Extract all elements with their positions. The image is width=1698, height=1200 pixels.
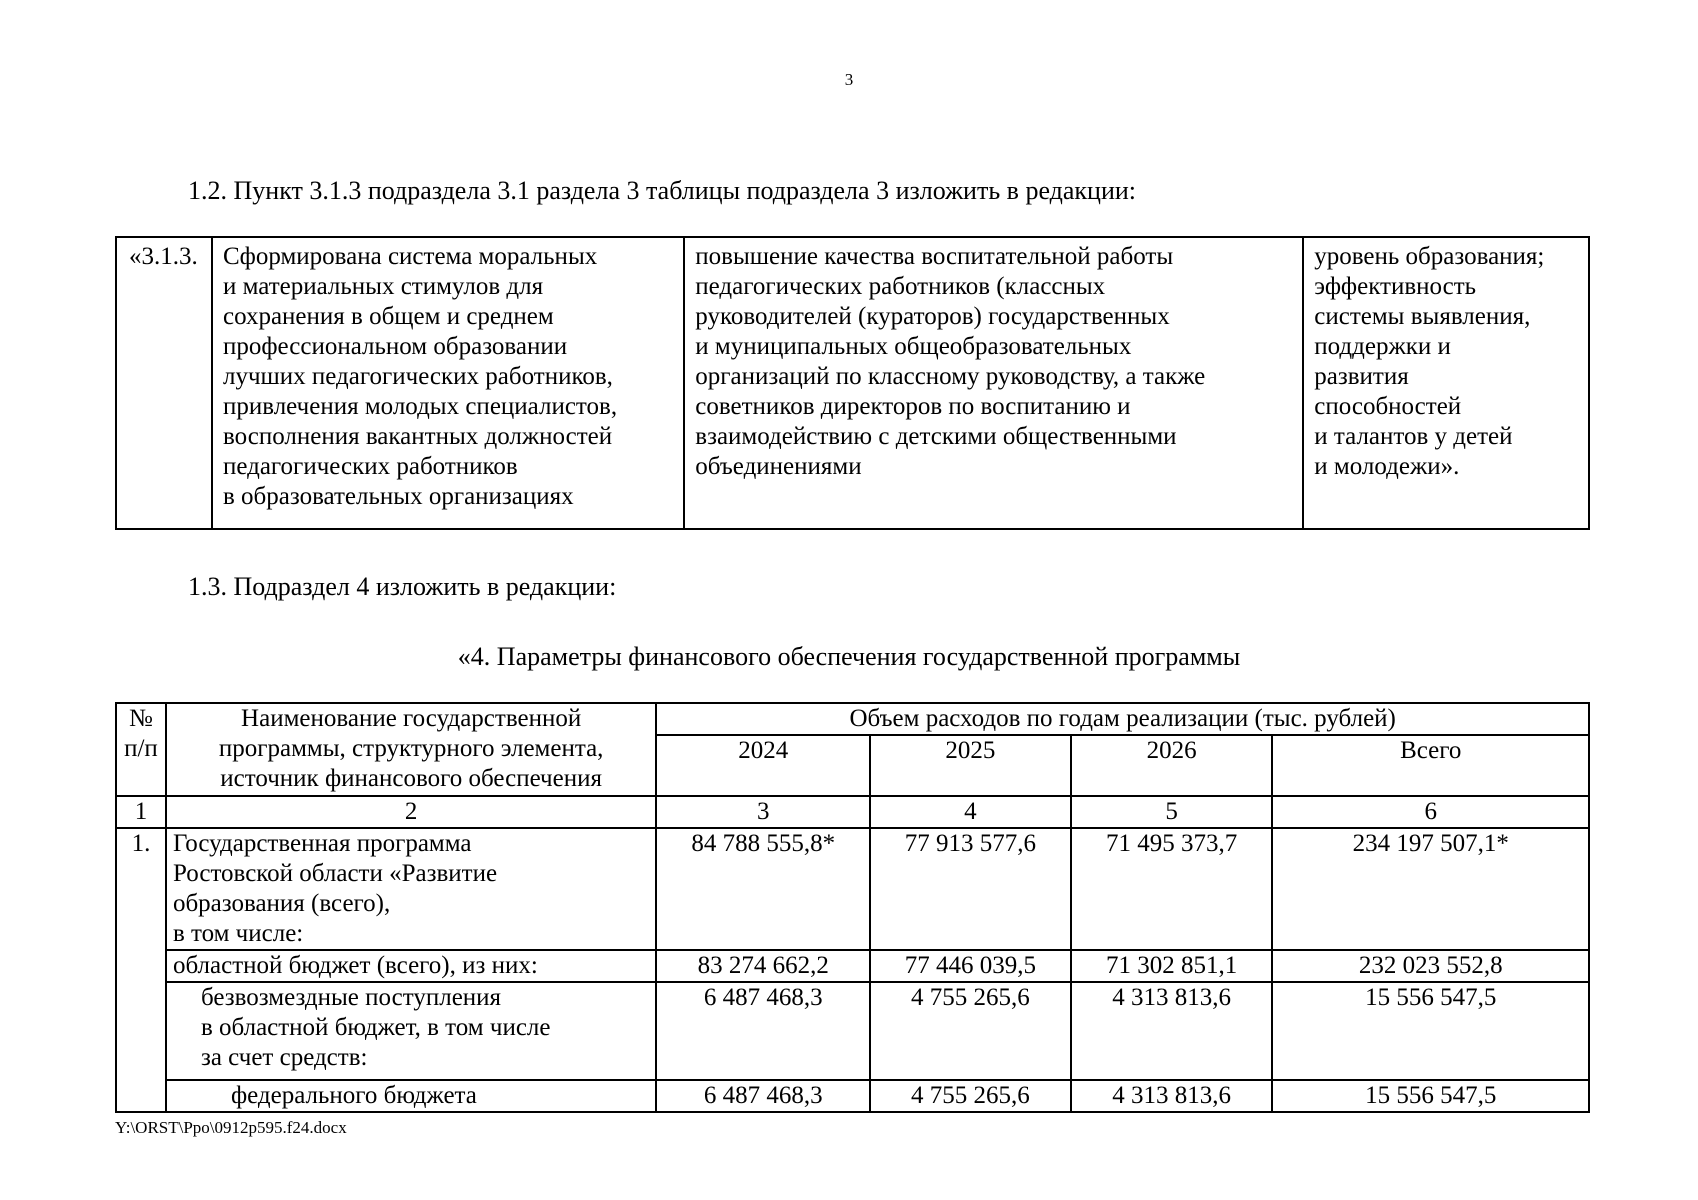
row-name: федерального бюджета bbox=[166, 1080, 656, 1112]
item-number: «3.1.3. bbox=[116, 237, 212, 529]
header-year-2024: 2024 bbox=[656, 735, 870, 796]
paragraph-1-3: 1.3. Подраздел 4 изложить в редакции: bbox=[188, 572, 617, 601]
value-2024: 6 487 468,3 bbox=[656, 982, 870, 1080]
table-row bbox=[116, 828, 1589, 950]
value-2026: 4 313 813,6 bbox=[1071, 1080, 1273, 1112]
header-volume: Объем расходов по годам реализации (тыс. рублей) bbox=[656, 703, 1589, 735]
value-2024: 83 274 662,2 bbox=[656, 950, 870, 982]
column-number: 1 bbox=[116, 796, 166, 828]
row-name: Государственная программа Ростовской области «Развитие образования (всего), в том числе: bbox=[166, 828, 656, 950]
page-number: 3 bbox=[844, 70, 854, 89]
value-total: 232 023 552,8 bbox=[1272, 950, 1589, 982]
column-number: 2 bbox=[166, 796, 656, 828]
value-2025: 77 913 577,6 bbox=[870, 828, 1071, 950]
row-number: 1. bbox=[116, 828, 166, 1112]
value-2026: 71 495 373,7 bbox=[1071, 828, 1273, 950]
row-name: безвозмездные поступления в областной бюджет, в том числе за счет средств: bbox=[166, 982, 656, 1080]
value-2026: 71 302 851,1 bbox=[1071, 950, 1273, 982]
value-total: 15 556 547,5 bbox=[1272, 1080, 1589, 1112]
outcome-measure: повышение качества воспитательной работы педагогических работников (классных руководителей (кураторов) государственных и муниципальных общеобразовательных организаций по классному руководству, а также советников директоров по воспитанию и взаимодействию с детскими общественными объединениями bbox=[684, 237, 1303, 529]
header-number: № п/п bbox=[116, 703, 166, 796]
header-total: Всего bbox=[1272, 735, 1589, 796]
file-path-footer: Y:\ORST\Ppo\0912p595.f24.docx bbox=[115, 1118, 347, 1137]
column-number: 6 bbox=[1272, 796, 1589, 828]
value-2024: 6 487 468,3 bbox=[656, 1080, 870, 1112]
header-row bbox=[116, 703, 1589, 735]
value-2024: 84 788 555,8* bbox=[656, 828, 870, 950]
header-year-2025: 2025 bbox=[870, 735, 1071, 796]
outcome-description: Сформирована система моральных и материальных стимулов для сохранения в общем и среднем профессиональном образовании лучших педагогических работников, привлечения молодых специалистов, восполнения вакантных должностей педагогических работников в образовательных организациях bbox=[212, 237, 684, 529]
column-numbers-row bbox=[116, 796, 1589, 828]
table-row bbox=[116, 950, 1589, 982]
financing-table bbox=[115, 702, 1590, 1113]
table-row bbox=[116, 1080, 1589, 1112]
section-title: «4. Параметры финансового обеспечения государственной программы bbox=[457, 642, 1241, 671]
column-number: 4 bbox=[870, 796, 1071, 828]
row-name: областной бюджет (всего), из них: bbox=[166, 950, 656, 982]
column-number: 5 bbox=[1071, 796, 1273, 828]
value-2025: 4 755 265,6 bbox=[870, 982, 1071, 1080]
value-2025: 77 446 039,5 bbox=[870, 950, 1071, 982]
header-name: Наименование государственной программы, структурного элемента, источник финансового обеспечения bbox=[166, 703, 656, 796]
table-row bbox=[116, 237, 1589, 529]
table-row bbox=[116, 982, 1589, 1080]
value-2026: 4 313 813,6 bbox=[1071, 982, 1273, 1080]
value-total: 15 556 547,5 bbox=[1272, 982, 1589, 1080]
paragraph-1-2: 1.2. Пункт 3.1.3 подраздела 3.1 раздела 3 таблицы подраздела 3 изложить в редакции: bbox=[188, 176, 1137, 205]
value-2025: 4 755 265,6 bbox=[870, 1080, 1071, 1112]
outcome-indicators: уровень образования; эффективность системы выявления, поддержки и развития способностей и талантов у детей и молодежи». bbox=[1303, 237, 1589, 529]
value-total: 234 197 507,1* bbox=[1272, 828, 1589, 950]
header-year-2026: 2026 bbox=[1071, 735, 1273, 796]
column-number: 3 bbox=[656, 796, 870, 828]
outcomes-table bbox=[115, 236, 1590, 530]
